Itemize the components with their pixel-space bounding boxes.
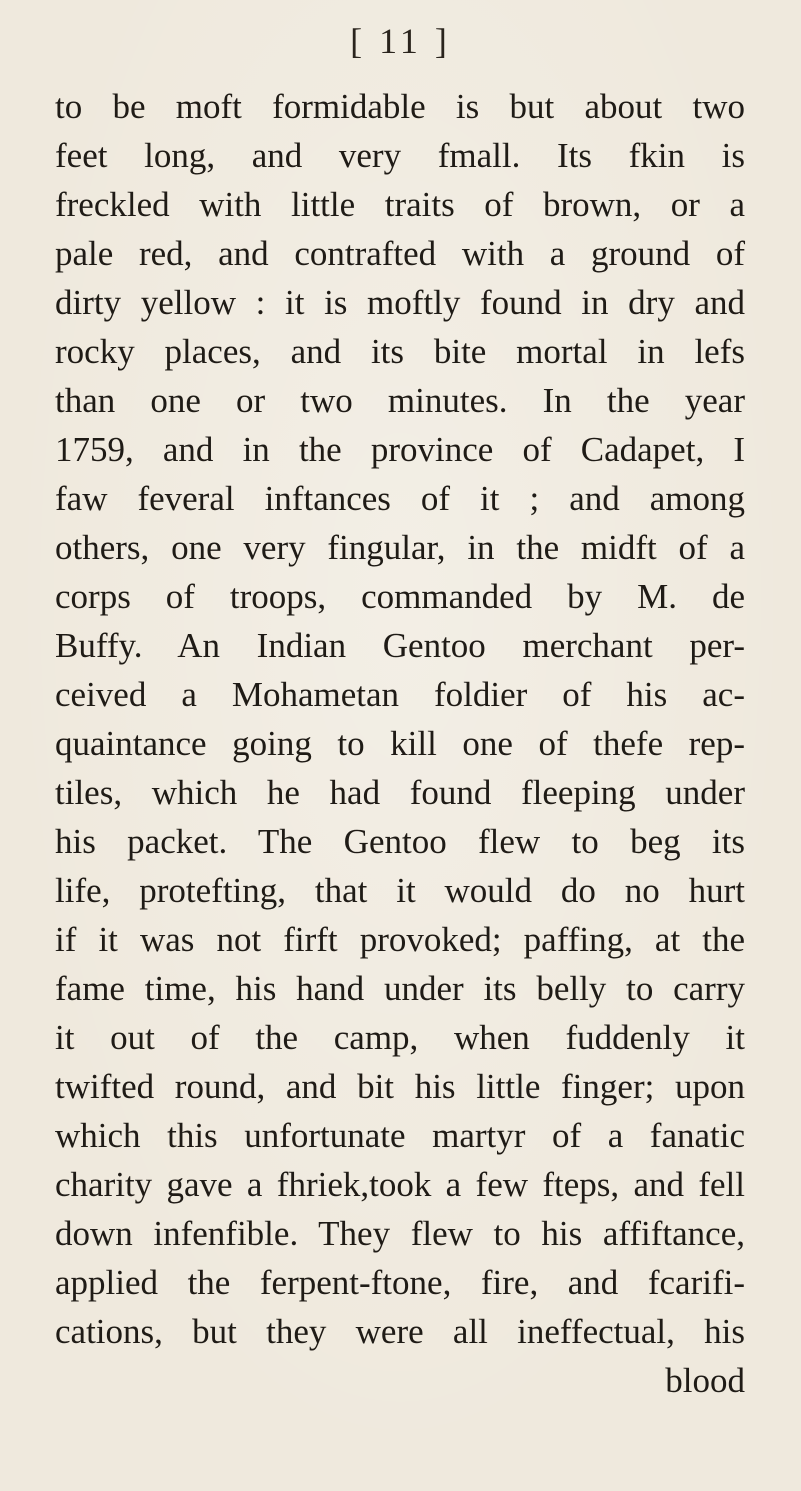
text-line: others, one very fingular, in the midft of a — [55, 528, 745, 567]
text-line: freckled with little traits of brown, or a — [55, 185, 745, 224]
text-line: if it was not firft provoked; paffing, at the — [55, 920, 745, 959]
catchword: blood — [665, 1361, 745, 1400]
text-line: to be moft formidable is but about two — [55, 87, 745, 126]
text-line: pale red, and contrafted with a ground of — [55, 234, 745, 273]
text-line: than one or two minutes. In the year — [55, 381, 745, 420]
text-line: down infenfible. They flew to his affiftance, — [55, 1214, 745, 1253]
text-line: corps of troops, commanded by M. de — [55, 577, 745, 616]
text-line: which this unfortunate martyr of a fanatic — [55, 1116, 745, 1155]
text-line: rocky places, and its bite mortal in lefs — [55, 332, 745, 371]
text-line: tiles, which he had found fleeping under — [55, 773, 745, 812]
text-line: applied the ferpent-ftone, fire, and fcarifi- — [55, 1263, 745, 1302]
text-line: dirty yellow : it is moftly found in dry and — [55, 283, 745, 322]
text-line: feet long, and very fmall. Its fkin is — [55, 136, 745, 175]
text-line: his packet. The Gentoo flew to beg its — [55, 822, 745, 861]
page-number: [ 11 ] — [350, 21, 451, 61]
text-line: 1759, and in the province of Cadapet, I — [55, 430, 745, 469]
body-text — [55, 82, 745, 1405]
text-line: faw feveral inftances of it ; and among — [55, 479, 745, 518]
text-line: it out of the camp, when fuddenly it — [55, 1018, 745, 1057]
text-line: Buffy. An Indian Gentoo merchant per- — [55, 626, 745, 665]
text-line: charity gave a fhriek,took a few fteps, and fell — [55, 1165, 745, 1204]
text-line: ceived a Mohametan foldier of his ac- — [55, 675, 745, 714]
text-line: twifted round, and bit his little finger; upon — [55, 1067, 745, 1106]
text-line: cations, but they were all ineffectual, his — [55, 1312, 745, 1351]
text-line: quaintance going to kill one of thefe rep- — [55, 724, 745, 763]
text-line: life, protefting, that it would do no hurt — [55, 871, 745, 910]
text-line: fame time, his hand under its belly to carry — [55, 969, 745, 1008]
